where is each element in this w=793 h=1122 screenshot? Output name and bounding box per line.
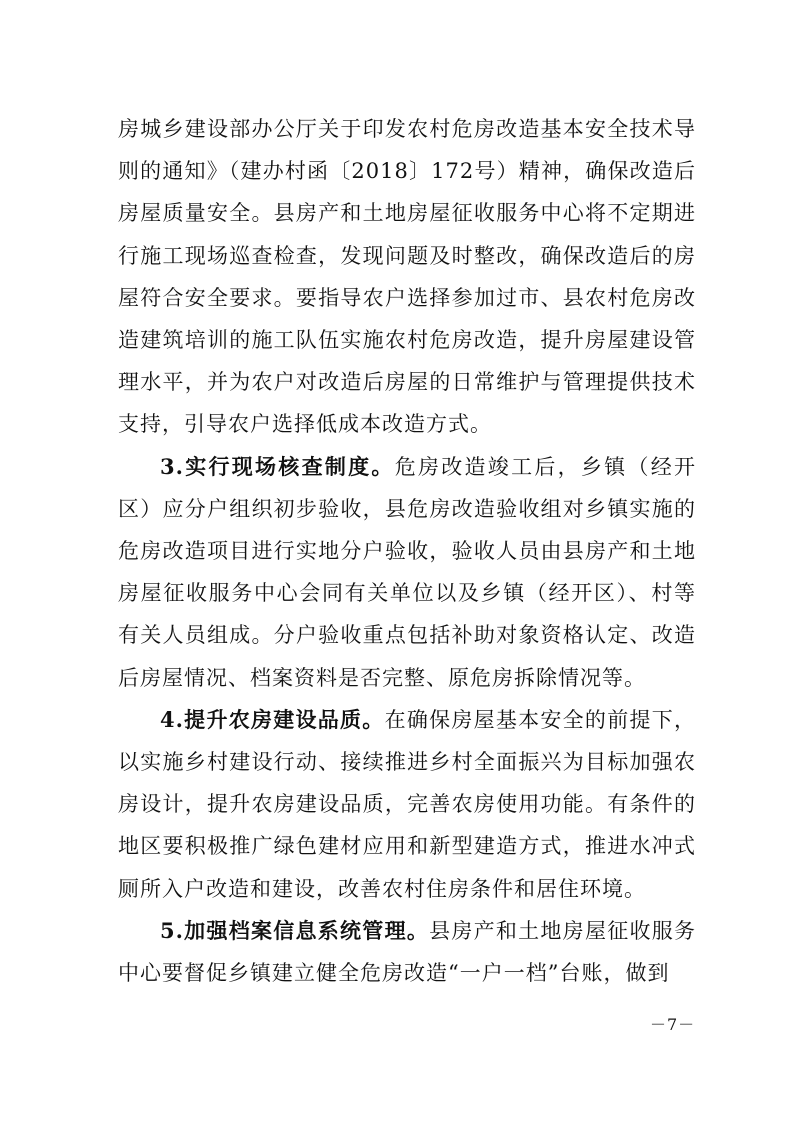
body-text (118, 108, 696, 994)
page-number: －7－ (650, 1015, 696, 1034)
paragraph-heading: 4.提升农房建设品质。 (160, 706, 385, 732)
paragraph-text: 县房产和土地房屋征收服务中心要督促乡镇建立健全危房改造“一户一档”台账，做到 (118, 918, 696, 986)
paragraph-heading: 5.加强档案信息系统管理。 (160, 917, 430, 943)
paragraph-housing-quality (118, 699, 696, 910)
paragraph-site-inspection (118, 446, 696, 699)
paragraph-text: 危房改造竣工后，乡镇（经开区）应分户组织初步验收，县危房改造验收组对乡镇实施的危房改造项目进行实地分户验收，验收人员由县房产和土地房屋征收服务中心会同有关单位以及乡镇（经开区）、村等有关人员组成。分户验收重点包括补助对象资格认定、改造后房屋情况、档案资料是否完整、原危房拆除情况等。 (118, 454, 696, 690)
paragraph-text: 在确保房屋基本安全的前提下，以实施乡村建设行动、接续推进乡村全面振兴为目标加强农房设计，提升农房建设品质，完善农房使用功能。有条件的地区要积极推广绿色建材应用和新型建造方式，推进水冲式厕所入户改造和建设，改善农村住房条件和居住环境。 (118, 707, 696, 901)
paragraph-heading: 3.实行现场核查制度。 (160, 453, 395, 479)
paragraph-continuation (118, 108, 696, 446)
paragraph-archive-management (118, 910, 696, 994)
paragraph-text: 房城乡建设部办公厅关于印发农村危房改造基本安全技术导则的通知》（建办村函〔2018〕172号）精神，确保改造后房屋质量安全。县房产和土地房屋征收服务中心将不定期进行施工现场巡查检查，发现问题及时整改，确保改造后的房屋符合安全要求。要指导农户选择参加过市、县农村危房改造建筑培训的施工队伍实施农村危房改造，提升房屋建设管理水平，并为农户对改造后房屋的日常维护与管理提供技术支持，引导农户选择低成本改造方式。 (118, 117, 696, 437)
